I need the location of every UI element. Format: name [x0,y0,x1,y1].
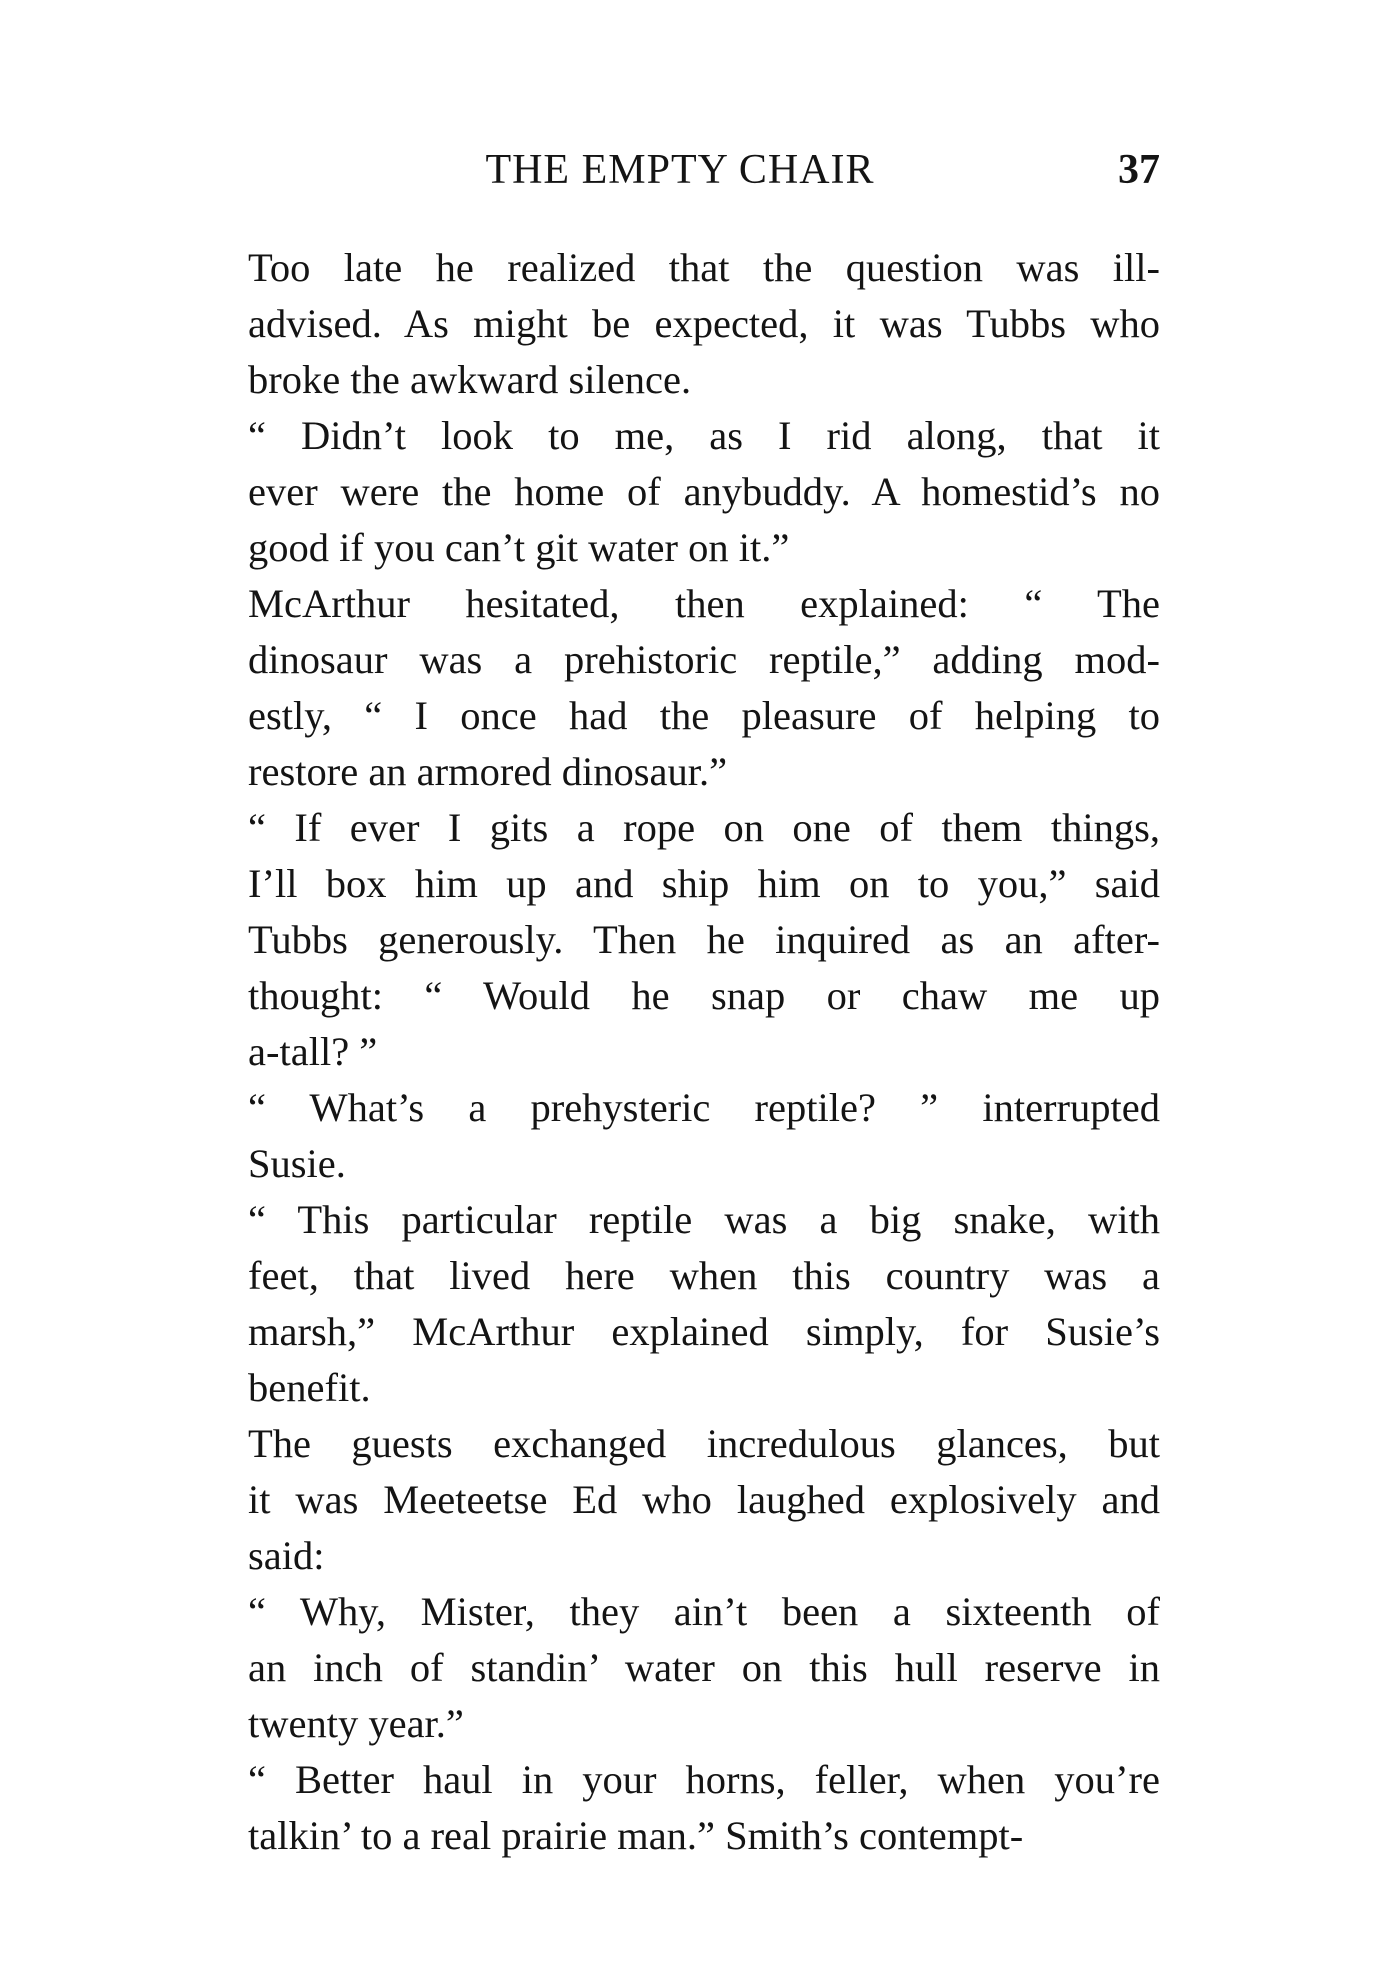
text-line: estly, “ I once had the pleasure of helping to [248,693,1160,738]
text-line: ever were the home of anybuddy. A homestid’s no [248,469,1160,514]
text-line: said: [248,1533,325,1578]
text-line: good if you can’t git water on it.” [248,525,790,570]
paragraph [200,1752,1160,1864]
body-text [200,240,1160,1864]
text-line: restore an armored dinosaur.” [248,749,728,794]
text-line: a-tall? ” [248,1029,378,1074]
text-line: McArthur hesitated, then explained: “ The [248,581,1160,626]
paragraph [200,800,1160,1080]
paragraph [200,1584,1160,1752]
page-number: 37 [1118,147,1160,193]
paragraph [200,1192,1160,1416]
text-line: “ Better haul in your horns, feller, when you’re [248,1757,1160,1802]
text-line: feet, that lived here when this country was a [248,1253,1160,1298]
text-line: broke the awkward silence. [248,357,692,402]
text-line: Too late he realized that the question was ill- [248,245,1160,290]
text-line: “ What’s a prehysteric reptile? ” interrupted [248,1085,1160,1130]
text-line: an inch of standin’ water on this hull reserve in [248,1645,1160,1690]
text-line: Tubbs generously. Then he inquired as an after- [248,917,1160,962]
text-line: I’ll box him up and ship him on to you,” said [248,861,1160,906]
text-line: Susie. [248,1141,346,1186]
text-line: advised. As might be expected, it was Tubbs who [248,301,1160,346]
paragraph [200,576,1160,800]
paragraph [200,1416,1160,1584]
text-line: dinosaur was a prehistoric reptile,” adding mod- [248,637,1160,682]
text-line: it was Meeteetse Ed who laughed explosively and [248,1477,1160,1522]
paragraph [200,408,1160,576]
paragraph [200,240,1160,408]
text-line: “ Why, Mister, they ain’t been a sixteenth of [248,1589,1160,1634]
text-line: “ Didn’t look to me, as I rid along, that it [248,413,1160,458]
text-line: “ This particular reptile was a big snake, with [248,1197,1160,1242]
running-title: THE EMPTY CHAIR [485,147,875,193]
text-line: thought: “ Would he snap or chaw me up [248,973,1160,1018]
text-line: “ If ever I gits a rope on one of them things, [248,805,1160,850]
paragraph [200,1080,1160,1192]
text-line: twenty year.” [248,1701,464,1746]
running-head [200,140,1160,200]
text-line: talkin’ to a real prairie man.” Smith’s contempt- [248,1813,1024,1858]
text-line: The guests exchanged incredulous glances, but [248,1421,1160,1466]
text-line: benefit. [248,1365,371,1410]
text-line: marsh,” McArthur explained simply, for Susie’s [248,1309,1160,1354]
